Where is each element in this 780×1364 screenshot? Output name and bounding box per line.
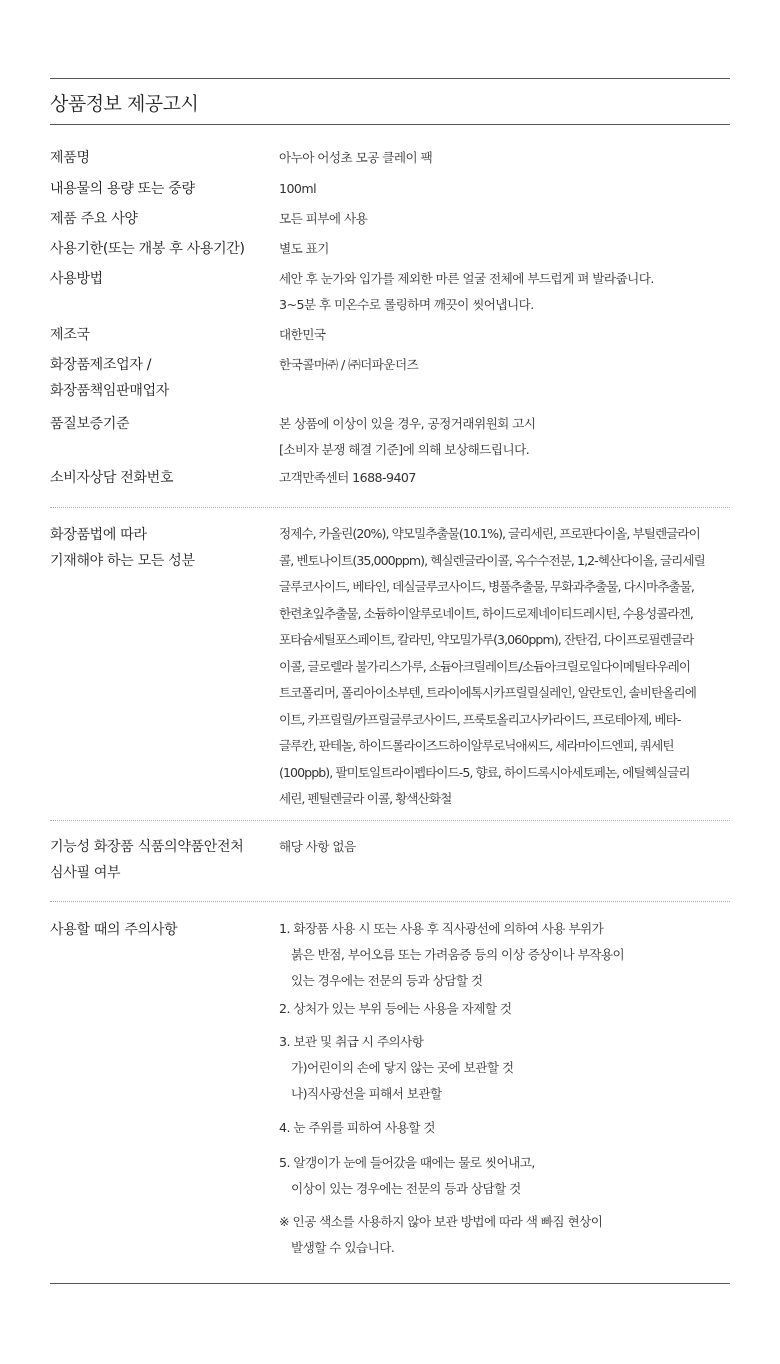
value-functional: 해당 사항 없음 bbox=[279, 839, 356, 854]
page-title: 상품정보 제공고시 bbox=[50, 93, 199, 115]
divider bbox=[50, 820, 730, 821]
caution-item: 1. 화장품 사용 시 또는 사용 후 직사광선에 의하여 사용 부위가 붉은 반점, 부어오름 또는 가려움증 등의 이상 증상이나 부작용이 있는 경우에는 전문의 등과 상담할 것 bbox=[279, 921, 625, 988]
label-manufacturer: 화장품제조업자 / 화장품책임판매업자 bbox=[50, 357, 170, 399]
label-country: 제조국 bbox=[50, 327, 90, 343]
value-expiry: 별도 표기 bbox=[279, 241, 329, 256]
label-phone: 소비자상담 전화번호 bbox=[50, 470, 174, 486]
value-product-name: 아누아 어성초 모공 클레이 팩 bbox=[279, 150, 433, 165]
value-usage: 세안 후 눈가와 입가를 제외한 마른 얼굴 전체에 부드럽게 펴 발라줍니다. 3~5분 후 미온수로 롤링하며 깨끗이 씻어냅니다. bbox=[279, 271, 654, 312]
value-manufacturer: 한국콜마㈜ / ㈜더파운더즈 bbox=[279, 357, 419, 372]
header-rule bbox=[50, 124, 730, 125]
value-country: 대한민국 bbox=[279, 327, 326, 342]
label-usage: 사용방법 bbox=[50, 271, 103, 287]
divider bbox=[50, 507, 730, 508]
label-expiry: 사용기한(또는 개봉 후 사용기간) bbox=[50, 241, 245, 257]
label-ingredients: 화장품법에 따라 기재해야 하는 모든 성분 bbox=[50, 527, 195, 569]
value-ingredients: 정제수, 카올린(20%), 약모밀추출물(10.1%), 글리세린, 프로판다이올, 부틸렌글라이 콜, 벤토나이트(35,000ppm), 헥실렌글라이콜, 옥수수전분, 1,2-헥산다이올, 글리세릴 글루코사이드, 베타인, 데실글루코사이드, 병풀추출물, 무화과추출물, 다시마추출물, 한련초잎추출물, 소듐하이알루로네이트, 하이드로제네이티드레시틴, 수용성콜라겐, 포타슘세틸포스페이트, 칼라민, 약모밀가루(3,060ppm), 잔탄검, 다이프로필렌글라 이콜, 글로렐라 불가리스가루, 소듐아크릴레이트/소듐아크릴로일다이메틸타우레이 트코폴리머, 폴리아이소부텐, 트라이에톡시카프릴릴실레인, 알란토인, 솔비탄올리에 이트, 카프릴릴/카프릴글루코사이드, 프룩토올리고사카라이드, 프로테아제, 베타- 글루칸, 판테놀, 하이드롤라이즈드하이알루로닉애씨드, 세라마이드엔피, 쿼세틴 (100ppb), 팔미토일트라이펩타이드-5, 향료, 하이드록시아세토페논, 에틸헥실글리 세린, 펜틸렌글라 이콜, 황색산화철 bbox=[279, 526, 705, 806]
bottom-rule bbox=[50, 1283, 730, 1284]
value-volume: 100ml bbox=[279, 181, 317, 196]
value-spec: 모든 피부에 사용 bbox=[279, 211, 368, 226]
caution-item: 5. 알갱이가 눈에 들어갔을 때에는 물로 씻어내고, 이상이 있는 경우에는 전문의 등과 상담할 것 bbox=[279, 1155, 535, 1196]
divider bbox=[50, 901, 730, 902]
label-volume: 내용물의 용량 또는 중량 bbox=[50, 181, 195, 197]
caution-item: 4. 눈 주위를 피하여 사용할 것 bbox=[279, 1120, 435, 1135]
label-spec: 제품 주요 사양 bbox=[50, 211, 138, 227]
label-functional: 기능성 화장품 식품의약품안전처 심사필 여부 bbox=[50, 839, 244, 881]
label-product-name: 제품명 bbox=[50, 150, 90, 166]
label-cautions: 사용할 때의 주의사항 bbox=[50, 922, 178, 938]
value-quality: 본 상품에 이상이 있을 경우, 공정거래위원회 고시 [소비자 분쟁 해결 기준]에 의해 보상해드립니다. bbox=[279, 416, 536, 457]
top-rule bbox=[50, 78, 730, 79]
caution-note: ※ 인공 색소를 사용하지 않아 보관 방법에 따라 색 빠짐 현상이 발생할 수 있습니다. bbox=[279, 1214, 603, 1255]
value-phone: 고객만족센터 1688-9407 bbox=[279, 470, 416, 485]
caution-item: 2. 상처가 있는 부위 등에는 사용을 자제할 것 bbox=[279, 1001, 512, 1016]
label-quality: 품질보증기준 bbox=[50, 416, 130, 432]
caution-item: 3. 보관 및 취급 시 주의사항 가)어린이의 손에 닿지 않는 곳에 보관할 것 나)직사광선을 피해서 보관할 bbox=[279, 1034, 514, 1101]
